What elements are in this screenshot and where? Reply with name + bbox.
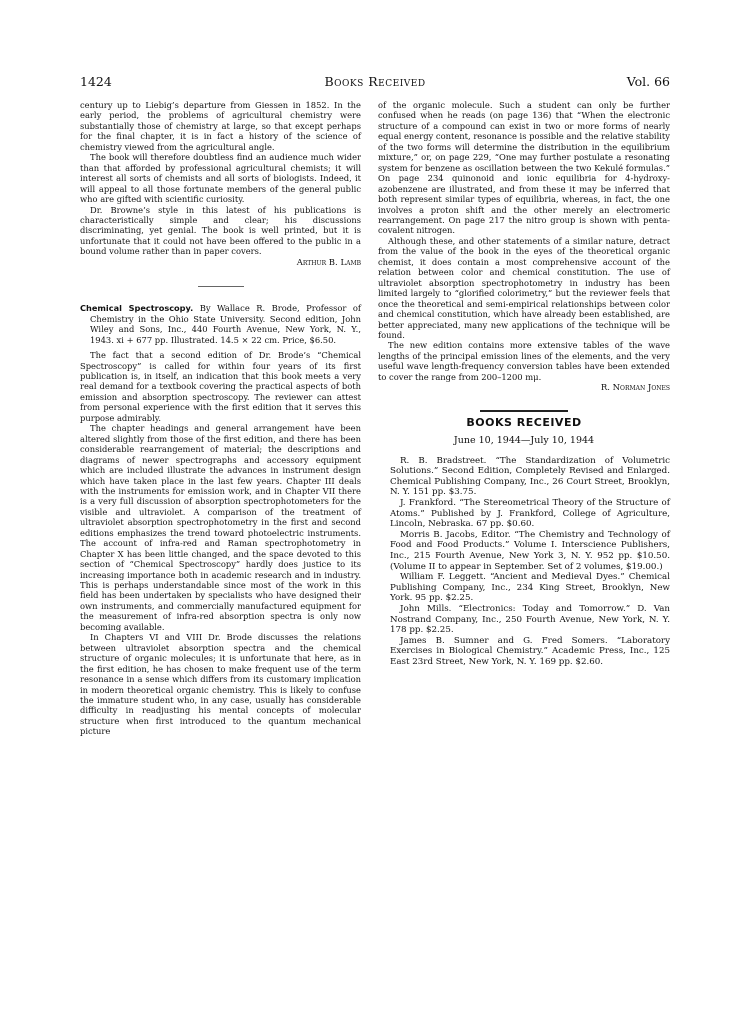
running-header — [80, 74, 670, 92]
volume-label: Vol. 66 — [626, 74, 670, 89]
book-entry: J. Frankford. “The Stereometrical Theory of the Structure of Atoms.” Published by J. Frankford, College of Agriculture, Lincoln, Nebraska. 67 pp. $0.60. — [390, 497, 670, 530]
book-entry: R. B. Bradstreet. “The Standardization of Volumetric Solutions.” Second Edition, Completely Revised and Enlarged. Chemical Publishing Company, Inc., 26 Court Street, Brooklyn, N. Y. 151 pp. $3.75. — [390, 455, 670, 498]
review2-paragraph: The chapter headings and general arrangement have been altered slightly from those of the first edition, and there has been considerable rearrangement of material; the descriptions and diagrams of newer spectrographs and accessory equipment which are included illustrate the advances in instrument design which have taken place in the last few years. Chapter III deals with the instruments for emission work, and in Chapter VII there is a very full discussion of absorption spectrophotometers for the visible and ultraviolet. A comparison of the treatment of ultraviolet absorption spectrophotometry in the first and second editions emphasizes the trend toward photoelectric instruments. The account of infra-red and Raman spectrophotometry in Chapter X has been little changed, and the space devoted to this section of “Chemical Spectroscopy” hardly does justice to its increasing importance both in academic research and in industry. This is perhaps understandable since most of the work in this field has been undertaken by specialists who have designed their own instruments, and commercially manufactured equipment for the measurement of infra-red absorption spectra is only now becoming available. — [80, 423, 361, 632]
running-title: Books Received — [324, 74, 426, 89]
right-column — [378, 100, 670, 667]
review2-signature: R. Norman Jones — [600, 383, 670, 394]
review-separator — [198, 286, 244, 287]
section-rule — [480, 410, 568, 412]
review2-paragraph: of the organic molecule. Such a student can only be further confused when he reads (on page 136) that “When the electronic structure of a compound can exist in two or more forms of nearly equal energy content, resonance is possible and the relative stability of the two forms will determine the distribution in the equilibrium mixture,” or, on page 229, “One may further postulate a resonating system for benzene as oscillation between the two Kekulé formulas.” On page 234 quinonoid and ionic equilibria for 4-hydroxy-azobenzene are illustrated, and from these it may be inferred that both represent similar types of equilibria, whereas, in fact, the one involves a proton shift and the other merely an electromeric rearrangement. On page 217 the nitro group is shown with penta-covalent nitrogen. — [378, 100, 670, 236]
review2-biblio: By Wallace R. Brode, Professor of Chemistry in the Ohio State University. Second edition, John Wiley and Sons, Inc., 440 Fourth Avenue, New York, N. Y., 1943. xi + 677 pp. Illustrated. 14.5 × 22 cm. Price, $6.50. — [90, 303, 361, 345]
review1-paragraph: The book will therefore doubtless find an audience much wider than that afforded by professional agricultural chemists; it will interest all sorts of chemists and all sorts of biologists. Indeed, it will appeal to all those fortunate members of the general public who are gifted with scientific curiosity. — [80, 152, 361, 205]
left-column — [80, 100, 361, 737]
review2-paragraph: The fact that a second edition of Dr. Brode’s “Chemical Spectroscopy” is called for within four years of its first publication is, in itself, an indication that this book meets a very real demand for a textbook covering the practical aspects of both emission and absorption spectroscopy. The reviewer can attest from personal experience with the first edition that it serves this purpose admirably. — [80, 350, 361, 423]
review2-citation — [80, 303, 361, 345]
review2-paragraph: In Chapters VI and VIII Dr. Brode discusses the relations between ultraviolet absorption spectra and the chemical structure of organic molecules; it is unfortunate that here, as in the first edition, he has chosen to make frequent use of the term resonance in a sense which differs from its customary implication in modern theoretical organic chemistry. This is likely to confuse the immature student who, in any case, usually has considerable difficulty in readjusting his mental concepts of molecular structure when first introduced to the quantum mechanical picture — [80, 632, 361, 737]
page-number: 1424 — [80, 74, 112, 89]
review1-signature: Arthur B. Lamb — [296, 257, 361, 268]
review1-paragraph: century up to Liebig’s departure from Giessen in 1852. In the early period, the problems of agricultural chemistry were substantially those of chemistry at large, so that except perhaps for the final chapter, it is in fact a history of the science of chemistry viewed from the agricultural angle. — [80, 100, 361, 152]
section-title: BOOKS RECEIVED — [466, 415, 582, 429]
book-entry: Morris B. Jacobs, Editor. “The Chemistry and Technology of Food and Food Products.” Volume I. Interscience Publishers, Inc., 215 Fourth Avenue, New York 3, N. Y. 952 pp. $10.50. (Volume II to appear in September. Set of 2 volumes, $19.00.) — [390, 529, 670, 572]
book-entry: William F. Leggett. “Ancient and Medieval Dyes.” Chemical Publishing Company, Inc., 234 King Street, Brooklyn, New York. 95 pp. $2.25. — [390, 572, 670, 604]
book-entry: John Mills. “Electronics: Today and Tomorrow.” D. Van Nostrand Company, Inc., 250 Fourth Avenue, New York, N. Y. 178 pp. $2.25. — [390, 603, 670, 636]
review2-paragraph: The new edition contains more extensive tables of the wave lengths of the principal emission lines of the elements, and the very useful wave length-frequency conversion tables have been extended to cover the range from 200–1200 mμ. — [378, 340, 670, 382]
book-entry: James B. Sumner and G. Fred Somers. “Laboratory Exercises in Biological Chemistry.” Academic Press, Inc., 125 East 23rd Street, New York, N. Y. 169 pp. $2.60. — [390, 635, 670, 667]
review2-title: Chemical Spectroscopy. — [80, 303, 194, 314]
section-date-range: June 10, 1944—July 10, 1944 — [453, 435, 595, 447]
review1-paragraph: Dr. Browne’s style in this latest of his publications is characteristically simple and clear; his discussions discriminating, yet genial. The book is well printed, but it is unfortunate that it could not have been offered to the public in a bound volume rather than in paper covers. — [80, 204, 361, 257]
review2-paragraph: Although these, and other statements of a similar nature, detract from the value of the book in the eyes of the theoretical organic chemist, it does contain a most comprehensive account of the relation between color and chemical constitution. The use of ultraviolet absorption spectrophotometry in industry has been limited largely to “glorified colorimetry,” but the reviewer feels that once the theoretical and semi-empirical relationships between color and chemical constitution, which have already been established, are better appreciated, many new applications of the technique will be found. — [378, 235, 670, 340]
